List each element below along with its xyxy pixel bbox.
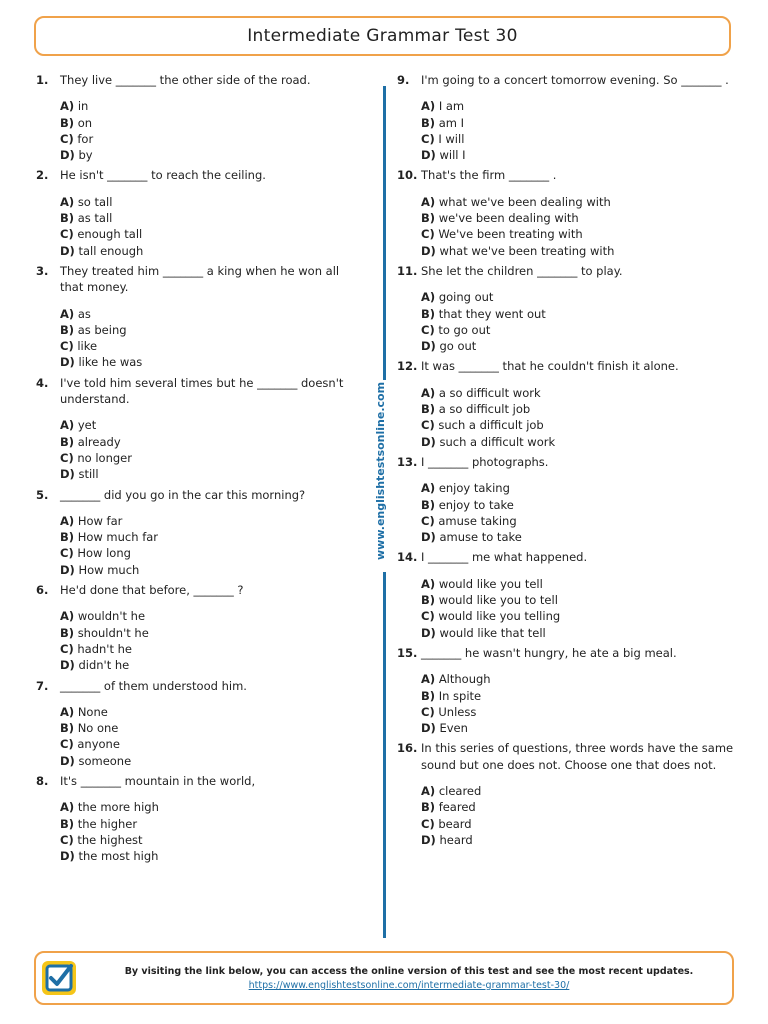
answer-options	[60, 513, 366, 578]
option-text: the highest	[77, 832, 143, 847]
option-letter: B)	[60, 816, 75, 831]
answer-option[interactable]	[60, 131, 366, 147]
option-text: hadn't he	[77, 641, 132, 656]
answer-option[interactable]	[421, 608, 737, 624]
question-block	[36, 263, 366, 371]
answer-option[interactable]	[421, 338, 737, 354]
answer-option[interactable]	[421, 115, 737, 131]
answer-option[interactable]	[60, 625, 366, 641]
option-text: on	[77, 115, 93, 130]
answer-option[interactable]	[421, 243, 737, 259]
question-block	[397, 549, 737, 640]
question-row	[397, 549, 737, 565]
option-letter: D)	[60, 562, 75, 577]
answer-option[interactable]	[60, 608, 366, 624]
left-column	[36, 72, 366, 868]
answer-option[interactable]	[421, 720, 737, 736]
question-text: It's _______ mountain in the world,	[60, 773, 256, 788]
answer-options	[421, 385, 737, 450]
option-text: already	[77, 434, 121, 449]
option-letter: B)	[421, 688, 436, 703]
option-letter: A)	[60, 306, 75, 321]
option-letter: D)	[421, 339, 436, 354]
option-text: anyone	[77, 737, 120, 752]
option-text: We've been treating with	[438, 227, 583, 242]
answer-option[interactable]	[421, 289, 737, 305]
answer-option[interactable]	[60, 816, 366, 832]
option-letter: A)	[421, 481, 436, 496]
option-text: tall enough	[78, 243, 144, 258]
question-block	[36, 773, 366, 864]
answer-option[interactable]	[421, 497, 737, 513]
question-text: I'm going to a concert tomorrow evening. So _______ .	[421, 73, 729, 87]
option-letter: C)	[60, 339, 74, 354]
question-number: 16.	[397, 741, 418, 756]
option-text: would like you tell	[438, 576, 543, 591]
option-text: enjoy to take	[438, 497, 514, 512]
answer-option[interactable]	[421, 226, 737, 242]
answer-option[interactable]	[60, 529, 366, 545]
option-text: in	[77, 99, 89, 114]
question-block	[397, 358, 737, 449]
option-letter: A)	[60, 418, 75, 433]
option-text: Even	[439, 721, 468, 736]
option-letter: D)	[60, 849, 75, 864]
answer-option[interactable]	[421, 783, 737, 799]
answer-option[interactable]	[421, 306, 737, 322]
answer-option[interactable]	[60, 799, 366, 815]
answer-option[interactable]	[60, 562, 366, 578]
answer-options	[421, 783, 737, 848]
question-number: 7.	[36, 678, 49, 693]
option-letter: C)	[60, 546, 74, 561]
question-block	[36, 678, 366, 769]
option-letter: D)	[60, 467, 75, 482]
option-text: such a difficult work	[439, 434, 556, 449]
option-text: How much far	[77, 530, 159, 545]
answer-option[interactable]	[60, 306, 366, 322]
option-letter: C)	[421, 816, 435, 831]
answer-option[interactable]	[421, 513, 737, 529]
option-letter: A)	[421, 576, 436, 591]
option-letter: D)	[60, 148, 75, 163]
option-letter: D)	[60, 355, 75, 370]
question-text: He'd done that before, _______ ?	[60, 583, 244, 598]
answer-option[interactable]	[421, 147, 737, 163]
option-letter: C)	[421, 227, 435, 242]
question-number: 1.	[36, 73, 49, 87]
option-letter: C)	[421, 513, 435, 528]
option-text: shouldn't he	[77, 625, 149, 640]
answer-option[interactable]	[60, 848, 366, 864]
option-letter: B)	[421, 800, 436, 815]
option-text: No one	[77, 721, 119, 736]
answer-options	[421, 480, 737, 545]
answer-option[interactable]	[421, 799, 737, 815]
option-text: the more high	[77, 800, 159, 815]
option-letter: D)	[60, 658, 75, 673]
answer-option[interactable]	[60, 545, 366, 561]
question-block	[36, 375, 366, 483]
option-text: feared	[438, 800, 476, 815]
answer-options	[60, 98, 366, 163]
option-letter: D)	[421, 530, 436, 545]
question-row	[36, 263, 366, 296]
option-text: a so difficult job	[438, 402, 531, 417]
question-number: 8.	[36, 773, 49, 788]
answer-options	[421, 289, 737, 354]
option-letter: A)	[60, 704, 75, 719]
footer-link[interactable]: https://www.englishtestsonline.com/intermediate-grammar-test-30/	[248, 980, 570, 991]
question-row	[397, 72, 737, 88]
option-text: a so difficult work	[438, 385, 541, 400]
option-letter: C)	[421, 418, 435, 433]
answer-option[interactable]	[60, 338, 366, 354]
option-letter: B)	[421, 497, 436, 512]
answer-option[interactable]	[60, 98, 366, 114]
option-text: by	[78, 148, 93, 163]
option-letter: A)	[60, 99, 75, 114]
question-text: It was _______ that he couldn't finish it alone.	[421, 359, 679, 374]
option-text: the higher	[77, 816, 138, 831]
question-block	[397, 167, 737, 258]
answer-option[interactable]	[60, 720, 366, 736]
option-text: didn't he	[78, 658, 130, 673]
answer-options	[421, 98, 737, 163]
option-text: None	[77, 704, 108, 719]
option-text: will I	[439, 148, 466, 163]
option-text: enjoy taking	[438, 481, 510, 496]
answer-options	[60, 799, 366, 864]
question-number: 9.	[397, 73, 410, 87]
answer-option[interactable]	[60, 657, 366, 673]
answer-option[interactable]	[421, 816, 737, 832]
option-text: How much	[78, 562, 140, 577]
question-text: They live _______ the other side of the road.	[60, 73, 311, 87]
answer-options	[421, 671, 737, 736]
option-letter: C)	[421, 131, 435, 146]
answer-option[interactable]	[421, 529, 737, 545]
option-text: In spite	[438, 688, 482, 703]
option-letter: B)	[60, 211, 75, 226]
option-text: yet	[77, 418, 97, 433]
option-letter: C)	[421, 322, 435, 337]
option-text: Although	[438, 672, 491, 687]
option-letter: C)	[421, 704, 435, 719]
option-text: heard	[439, 832, 473, 847]
option-text: cleared	[438, 783, 482, 798]
option-letter: A)	[421, 672, 436, 687]
option-letter: C)	[421, 609, 435, 624]
right-column	[397, 72, 737, 852]
question-number: 13.	[397, 454, 418, 469]
option-text: what we've been dealing with	[438, 194, 611, 209]
option-letter: D)	[421, 434, 436, 449]
option-text: going out	[438, 290, 494, 305]
option-letter: C)	[60, 832, 74, 847]
option-letter: A)	[60, 609, 75, 624]
option-letter: B)	[421, 593, 436, 608]
option-text: like	[77, 339, 98, 354]
option-text: the most high	[78, 849, 159, 864]
question-block	[397, 645, 737, 736]
answer-option[interactable]	[421, 832, 737, 848]
question-block	[36, 582, 366, 673]
answer-option[interactable]	[421, 210, 737, 226]
answer-option[interactable]	[60, 641, 366, 657]
option-text: such a difficult job	[438, 418, 544, 433]
question-number: 3.	[36, 263, 49, 278]
question-text: _______ did you go in the car this morning?	[60, 487, 306, 502]
question-row	[36, 487, 366, 503]
answer-option[interactable]	[60, 466, 366, 482]
option-letter: D)	[421, 721, 436, 736]
question-text: In this series of questions, three words have the same sound but one does not. Choose one that does not.	[421, 741, 734, 772]
question-block	[36, 487, 366, 578]
option-letter: D)	[60, 753, 75, 768]
option-text: still	[78, 467, 99, 482]
question-block	[36, 72, 366, 163]
option-text: to go out	[438, 322, 491, 337]
answer-option[interactable]	[60, 417, 366, 433]
option-letter: C)	[60, 131, 74, 146]
question-block	[397, 263, 737, 354]
question-text: She let the children _______ to play.	[421, 263, 623, 278]
option-text: would like you telling	[438, 609, 561, 624]
question-number: 10.	[397, 168, 418, 183]
question-text: They treated him _______ a king when he won all that money.	[60, 263, 340, 295]
option-letter: D)	[421, 625, 436, 640]
question-row	[36, 773, 366, 789]
answer-option[interactable]	[421, 131, 737, 147]
answer-option[interactable]	[421, 401, 737, 417]
question-text: That's the firm _______ .	[421, 168, 557, 183]
answer-option[interactable]	[421, 322, 737, 338]
question-number: 12.	[397, 359, 418, 374]
answer-option[interactable]	[421, 671, 737, 687]
answer-options	[60, 306, 366, 371]
answer-option[interactable]	[60, 115, 366, 131]
option-text: How long	[77, 546, 131, 561]
option-letter: B)	[60, 530, 75, 545]
option-text: no longer	[77, 450, 132, 465]
question-number: 15.	[397, 645, 418, 660]
option-letter: A)	[421, 783, 436, 798]
site-side-text: www.englishtestsonline.com	[374, 381, 387, 560]
question-block	[397, 72, 737, 163]
option-text: someone	[78, 753, 132, 768]
question-text: I _______ photographs.	[421, 454, 549, 469]
option-text: as	[77, 306, 91, 321]
answer-option[interactable]	[421, 194, 737, 210]
footer-box	[34, 951, 734, 1005]
option-letter: B)	[421, 402, 436, 417]
option-text: as being	[77, 322, 127, 337]
question-row	[397, 454, 737, 470]
title-box	[34, 16, 731, 56]
answer-option[interactable]	[60, 147, 366, 163]
question-row	[397, 740, 737, 773]
option-letter: B)	[60, 625, 75, 640]
option-letter: C)	[60, 641, 74, 656]
question-block	[397, 454, 737, 545]
option-text: I will	[438, 131, 465, 146]
answer-options	[60, 194, 366, 259]
option-letter: A)	[421, 194, 436, 209]
question-number: 2.	[36, 168, 49, 183]
answer-option[interactable]	[421, 592, 737, 608]
question-number: 6.	[36, 583, 49, 598]
answer-option[interactable]	[421, 704, 737, 720]
question-number: 5.	[36, 487, 49, 502]
option-letter: C)	[60, 450, 74, 465]
option-letter: D)	[421, 832, 436, 847]
answer-option[interactable]	[60, 832, 366, 848]
option-text: as tall	[77, 211, 113, 226]
option-text: I am	[438, 99, 465, 114]
option-letter: A)	[60, 800, 75, 815]
option-letter: A)	[421, 385, 436, 400]
option-text: beard	[438, 816, 472, 831]
option-letter: A)	[60, 194, 75, 209]
answer-option[interactable]	[421, 576, 737, 592]
answer-option[interactable]	[421, 480, 737, 496]
answer-option[interactable]	[60, 243, 366, 259]
answer-options	[421, 194, 737, 259]
question-row	[397, 358, 737, 374]
question-text: He isn't _______ to reach the ceiling.	[60, 168, 266, 183]
page-title: Intermediate Grammar Test 30	[247, 26, 518, 46]
answer-option[interactable]	[421, 688, 737, 704]
question-row	[397, 263, 737, 279]
question-row	[36, 678, 366, 694]
question-row	[36, 375, 366, 408]
question-number: 11.	[397, 263, 418, 278]
option-letter: B)	[60, 322, 75, 337]
answer-option[interactable]	[421, 625, 737, 641]
option-letter: B)	[60, 721, 75, 736]
option-text: would like that tell	[439, 625, 546, 640]
answer-options	[421, 576, 737, 641]
option-text: amuse to take	[439, 530, 522, 545]
question-text: I _______ me what happened.	[421, 550, 588, 565]
option-letter: C)	[60, 227, 74, 242]
option-letter: B)	[60, 434, 75, 449]
answer-option[interactable]	[60, 354, 366, 370]
question-row	[397, 645, 737, 661]
option-letter: D)	[421, 148, 436, 163]
option-text: that they went out	[438, 306, 546, 321]
answer-option[interactable]	[60, 194, 366, 210]
option-letter: A)	[60, 513, 75, 528]
answer-options	[60, 608, 366, 673]
option-text: Unless	[438, 704, 477, 719]
question-row	[397, 167, 737, 183]
answer-option[interactable]	[60, 513, 366, 529]
answer-option[interactable]	[421, 434, 737, 450]
option-letter: B)	[421, 115, 436, 130]
answer-option[interactable]	[60, 450, 366, 466]
option-text: we've been dealing with	[438, 211, 579, 226]
question-number: 14.	[397, 550, 418, 565]
answer-option[interactable]	[60, 210, 366, 226]
question-row	[36, 167, 366, 183]
answer-options	[60, 417, 366, 482]
option-text: wouldn't he	[77, 609, 146, 624]
question-row	[36, 72, 366, 88]
option-letter: B)	[421, 211, 436, 226]
option-text: would like you to tell	[438, 593, 558, 608]
option-text: what we've been treating with	[439, 243, 615, 258]
question-block	[36, 167, 366, 258]
option-text: so tall	[77, 194, 113, 209]
option-text: How far	[77, 513, 123, 528]
option-text: amuse taking	[438, 513, 517, 528]
option-letter: D)	[60, 243, 75, 258]
option-text: like he was	[78, 355, 143, 370]
question-block	[397, 740, 737, 848]
answer-options	[60, 704, 366, 769]
answer-option[interactable]	[60, 434, 366, 450]
option-text: for	[77, 131, 94, 146]
option-text: go out	[439, 339, 477, 354]
footer-text: By visiting the link below, you can access the online version of this test and see the most recent updates.	[124, 966, 694, 977]
option-letter: A)	[421, 290, 436, 305]
answer-option[interactable]	[60, 753, 366, 769]
question-number: 4.	[36, 375, 49, 390]
option-letter: C)	[60, 737, 74, 752]
option-letter: B)	[60, 115, 75, 130]
question-text: _______ he wasn't hungry, he ate a big meal.	[421, 645, 677, 660]
question-row	[36, 582, 366, 598]
answer-option[interactable]	[60, 226, 366, 242]
option-letter: D)	[421, 243, 436, 258]
option-text: enough tall	[77, 227, 143, 242]
option-letter: A)	[421, 99, 436, 114]
answer-option[interactable]	[60, 322, 366, 338]
option-letter: B)	[421, 306, 436, 321]
answer-option[interactable]	[60, 704, 366, 720]
answer-option[interactable]	[421, 417, 737, 433]
checkbox-icon	[41, 960, 77, 996]
answer-option[interactable]	[421, 98, 737, 114]
question-text: I've told him several times but he _______ doesn't understand.	[60, 375, 344, 407]
answer-option[interactable]	[421, 385, 737, 401]
answer-option[interactable]	[60, 736, 366, 752]
option-text: am I	[438, 115, 464, 130]
question-text: _______ of them understood him.	[60, 678, 247, 693]
